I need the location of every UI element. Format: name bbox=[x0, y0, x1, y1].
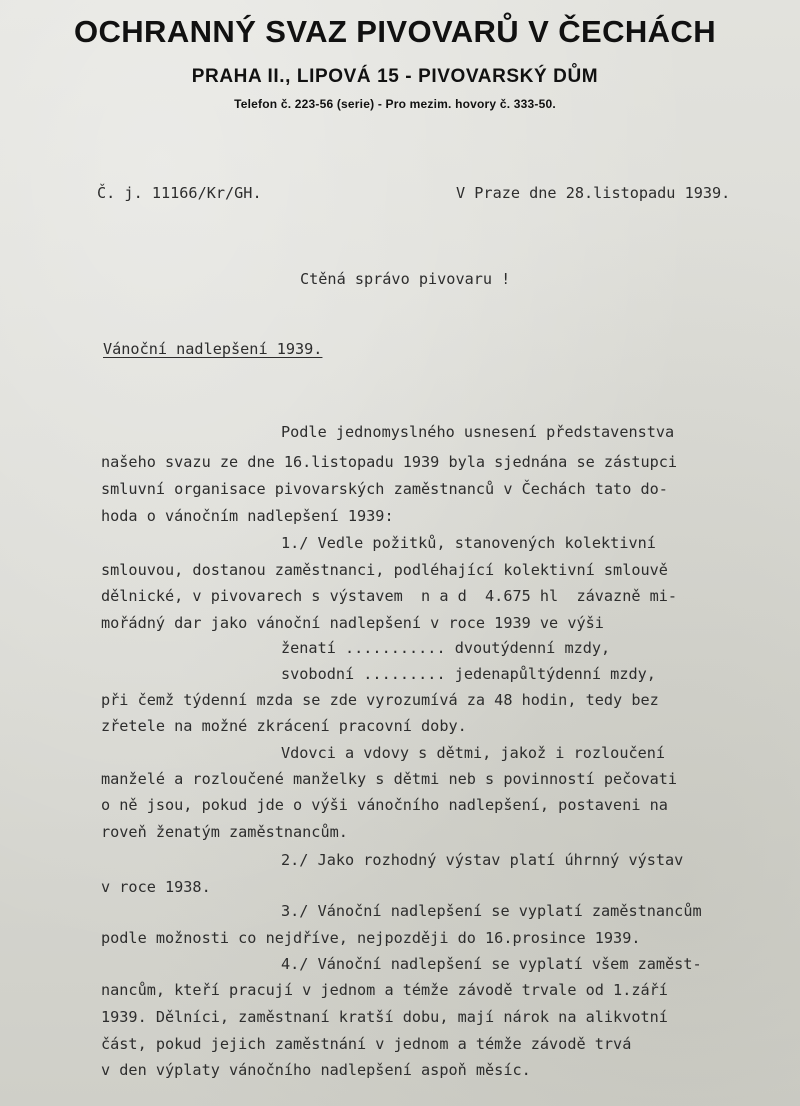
body-line: Vdovci a vdovy s dětmi, jakož i rozloučení bbox=[281, 744, 666, 762]
reference-number: Č. j. 11166/Kr/GH. bbox=[97, 184, 262, 202]
body-line: roveň ženatým zaměstnancům. bbox=[101, 823, 348, 841]
salutation: Ctěná správo pivovaru ! bbox=[300, 270, 511, 288]
body-line: nancům, kteří pracují v jednom a témže závodě trvale od 1.září bbox=[101, 981, 668, 999]
letterhead-phone: Telefon č. 223-56 (serie) - Pro mezim. hovory č. 333-50. bbox=[234, 97, 556, 111]
body-line: Podle jednomyslného usnesení představenstva bbox=[281, 423, 675, 441]
body-line: smluvní organisace pivovarských zaměstnanců v Čechách tato do- bbox=[101, 480, 668, 498]
body-line: 4./ Vánoční nadlepšení se vyplatí všem zaměst- bbox=[281, 955, 702, 973]
body-line: o ně jsou, pokud jde o výši vánočního nadlepšení, postaveni na bbox=[101, 796, 668, 814]
letterhead-address: PRAHA II., LIPOVÁ 15 - PIVOVARSKÝ DŮM bbox=[191, 66, 599, 87]
body-line: manželé a rozloučené manželky s dětmi neb s povinností pečovati bbox=[101, 770, 678, 788]
body-line: dělnické, v pivovarech s výstavem n a d 4.675 hl závazně mi- bbox=[101, 587, 678, 605]
letterhead-org-name: OCHRANNÝ SVAZ PIVOVARŮ V ČECHÁCH bbox=[73, 14, 717, 49]
body-line: svobodní ......... jedenapůltýdenní mzdy, bbox=[281, 665, 656, 683]
body-line: našeho svazu ze dne 16.listopadu 1939 byla sjednána se zástupci bbox=[101, 453, 678, 471]
body-line: 1./ Vedle požitků, stanovených kolektivní bbox=[281, 534, 656, 552]
body-line: smlouvou, dostanou zaměstnanci, podléhající kolektivní smlouvě bbox=[101, 561, 668, 579]
subject-line: Vánoční nadlepšení 1939. bbox=[103, 340, 323, 358]
body-line: část, pokud jejich zaměstnání v jednom a témže závodě trvá bbox=[101, 1035, 632, 1053]
body-line: v roce 1938. bbox=[101, 878, 211, 896]
body-line: 2./ Jako rozhodný výstav platí úhrnný výstav bbox=[281, 851, 684, 869]
body-line: podle možnosti co nejdříve, nejpozději do 16.prosince 1939. bbox=[101, 929, 641, 947]
body-line: mořádný dar jako vánoční nadlepšení v roce 1939 ve výši bbox=[101, 614, 604, 632]
date-line: V Praze dne 28.listopadu 1939. bbox=[456, 184, 731, 202]
body-line: ženatí ........... dvoutýdenní mzdy, bbox=[281, 639, 611, 657]
body-line: 1939. Dělníci, zaměstnaní kratší dobu, mají nárok na alikvotní bbox=[101, 1008, 668, 1026]
body-line: zřetele na možné zkrácení pracovní doby. bbox=[101, 717, 467, 735]
body-line: 3./ Vánoční nadlepšení se vyplatí zaměstnancům bbox=[281, 902, 702, 920]
body-line: v den výplaty vánočního nadlepšení aspoň měsíc. bbox=[101, 1061, 531, 1079]
body-line: hoda o vánočním nadlepšení 1939: bbox=[101, 507, 394, 525]
body-line: při čemž týdenní mzda se zde vyrozumívá za 48 hodin, tedy bez bbox=[101, 691, 659, 709]
